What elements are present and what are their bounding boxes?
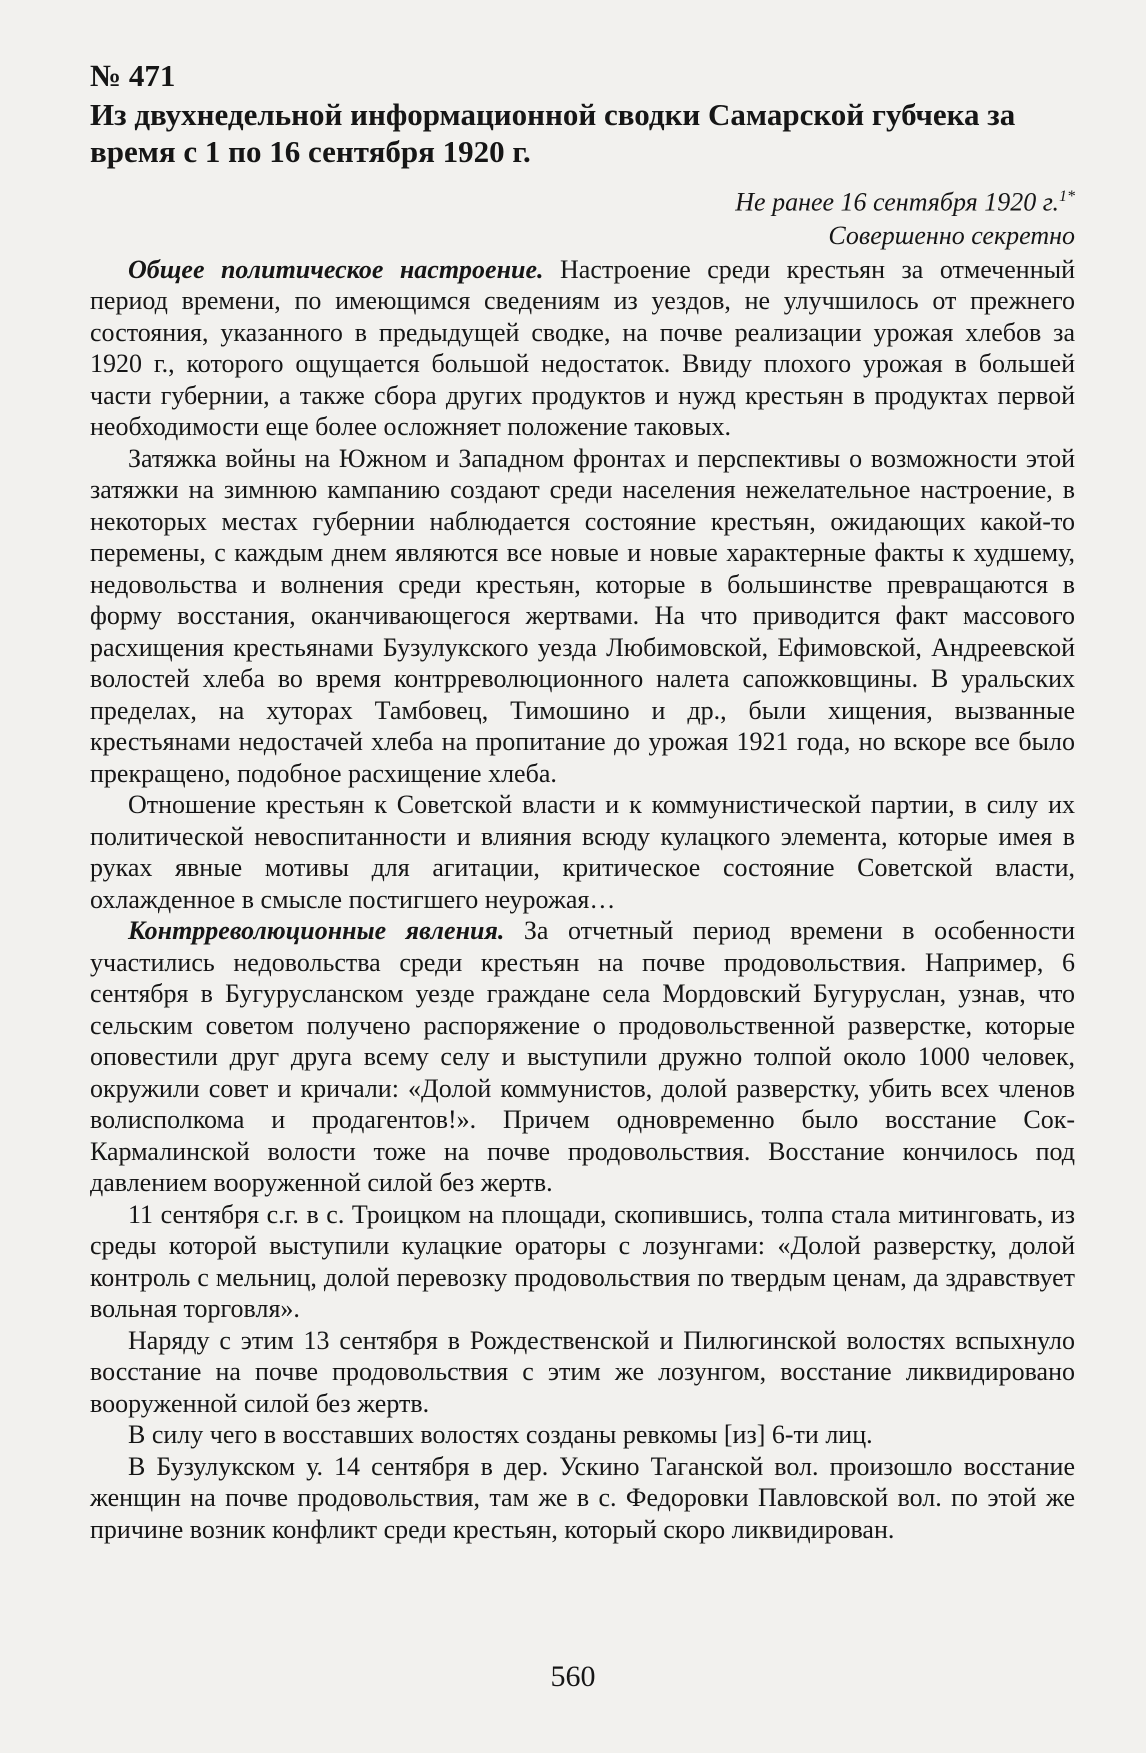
document-meta [90, 180, 1075, 252]
document-date-note-mark: 1* [1059, 188, 1075, 205]
document-date [90, 180, 1075, 219]
paragraph-counter [90, 915, 1075, 1199]
document-page [90, 58, 1075, 1545]
document-date-text: Не ранее 16 сентября 1920 г. [735, 187, 1059, 217]
paragraph-sep11: 11 сентября с.г. в с. Троицком на площади, скопившись, толпа стала митинговать, из среды которой выступили кулацкие ораторы с лозунгами: «Долой разверстку, долой контроль с мельниц, долой перевозку продовольствия по твердым ценам, да здравствует вольная торговля». [90, 1199, 1075, 1324]
paragraph-revcom: В силу чего в восставших волостях созданы ревкомы [из] 6-ти лиц. [128, 1420, 873, 1450]
section-heading-counter: Контрреволюционные явления. [128, 916, 505, 946]
paragraph-general [90, 254, 1075, 443]
page-number: 560 [550, 1660, 596, 1693]
section-heading-general: Общее политическое настроение. [128, 254, 544, 284]
paragraph-counter-text: За отчетный период времени в особенности участились недовольства среди крестьян на почве продовольствия. Например, 6 сентября в Бугурусланском уезде граждане села Мордовский Бугуруслан, узнав, что сельским советом получено распоряжение о продовольственной разверстке, которые оповестили друг друга всему селу и выступили дружно толпой около 1000 человек, окружили совет и кричали: «Долой коммунистов, долой разверстку, убить всех членов волисполкома и продагентов!». Причем одновременно было восстание Сок-Кармалинской волости тоже на почве продовольствия. Восстание кончилось под давлением вооруженной силой без жертв. [90, 916, 1076, 1198]
document-title: Из двухнедельной информационной сводки Самарской губчека за время с 1 по 16 сентября 1920 г. [90, 97, 1016, 169]
paragraph-attitude: Отношение крестьян к Советской власти и к коммунистической партии, в силу их политической невоспитанности и влияния всюду кулацкого элемента, которые имея в руках явные мотивы для агитации, критическое состояние Советской власти, охлажденное в смысле постигшего неурожая… [90, 790, 1075, 914]
paragraph-buzuluk: В Бузулукском у. 14 сентября в дер. Ускино Таганской вол. произошло восстание женщин на почве продовольствия, там же в с. Федоровки Павловской вол. по этой же причине возник конфликт среди крестьян, который скоро ликвидирован. [90, 1451, 1075, 1544]
paragraph-war: Затяжка войны на Южном и Западном фронтах и перспективы о возможности этой затяжки на зимнюю кампанию создают среди населения нежелательное настроение, в некоторых местах губернии наблюдается состояние крестьян, ожидающих какой-то перемены, с каждым днем являются все новые и новые характерные факты к худшему, недовольства и волнения среди крестьян, которые в большинстве превращаются в форму восстания, оканчивающегося жертвами. На что приводится факт массового расхищения крестьянами Бузулукского уезда Любимовской, Ефимовской, Андреевской волостей хлеба во время контрреволюционного налета сапожковщины. В уральских пределах, на хуторах Тамбовец, Тимошино и др., были хищения, вызванные крестьянами недостачей хлеба на пропитание до урожая 1921 года, но вскоре все было прекращено, подобное расхищение хлеба. [90, 443, 1075, 788]
document-number: № 471 [90, 58, 176, 93]
paragraph-general-text: Настроение среди крестьян за отмеченный период времени, по имеющимся сведениям из уездов, не улучшилось от прежнего состояния, указанного в предыдущей сводке, на почве реализации урожая хлебов за 1920 г., которого ощущается большой недостаток. Ввиду плохого урожая в большей части губернии, а также сбора других продуктов и нужд крестьян в продуктах первой необходимости еще более осложняет положение таковых. [90, 254, 1076, 442]
paragraph-sep13: Наряду с этим 13 сентября в Рождественской и Пилюгинской волостях вспыхнуло восстание на почве продовольствия с этим же лозунгом, восстание ликвидировано вооруженной силой без жертв. [90, 1325, 1075, 1418]
document-classification: Совершенно секретно [828, 220, 1075, 250]
